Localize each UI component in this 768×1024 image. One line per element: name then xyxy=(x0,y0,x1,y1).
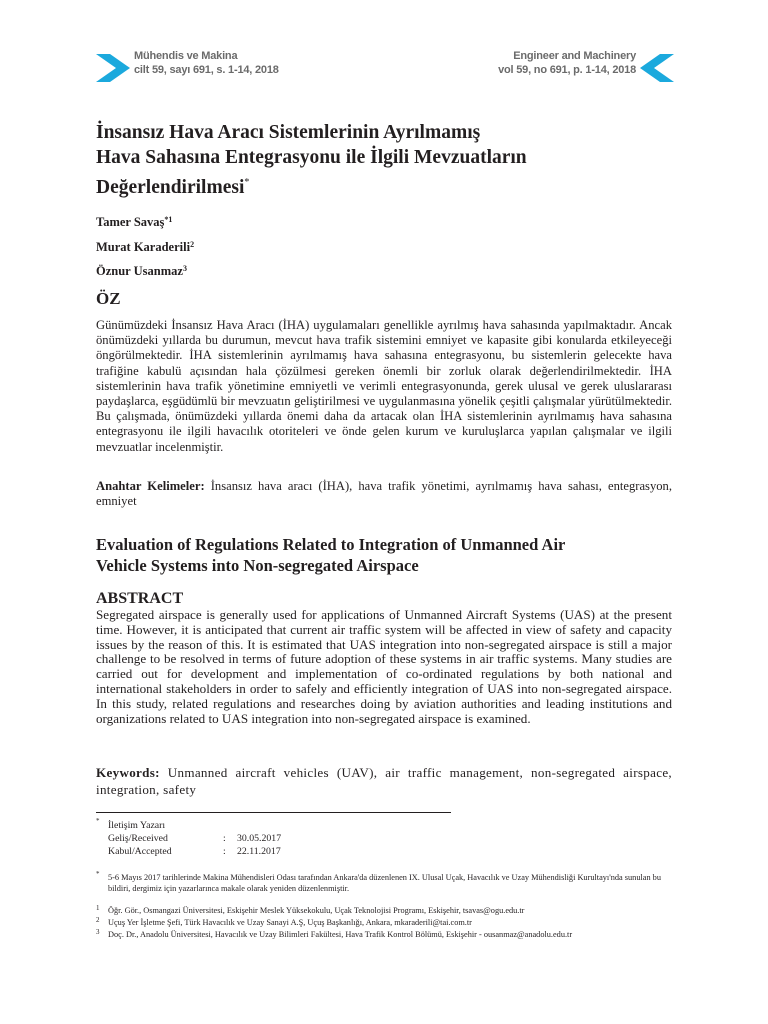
author-list xyxy=(96,209,194,283)
oz-heading: ÖZ xyxy=(96,289,121,308)
title-footnote-mark: * xyxy=(244,177,250,188)
author-mark: 2 xyxy=(190,239,195,249)
keywords-tr-value: İnsansız hava aracı (İHA), hava trafik yönetimi, ayrılmamış hava sahası, entegrasyon, emniyet xyxy=(96,479,672,509)
header-right xyxy=(498,49,674,77)
keywords-en-label: Keywords: xyxy=(96,765,160,780)
correspondence-block xyxy=(108,819,281,858)
title-line-2: Hava Sahasına Entegrasyonu ile İlgili Mevzuatların xyxy=(96,147,527,168)
author xyxy=(96,258,194,283)
author-name: Tamer Savaş xyxy=(96,215,165,229)
author-name: Murat Karaderili xyxy=(96,239,191,254)
conference-note-mark: * xyxy=(96,870,100,878)
footnote-divider xyxy=(96,812,451,813)
article-title-en xyxy=(96,534,676,576)
en-title-line-2: Vehicle Systems into Non-segregated Airspace xyxy=(96,556,419,575)
header-left xyxy=(96,49,279,77)
title-line-3-text: Değerlendirilmesi xyxy=(96,177,245,198)
corresponding-author-label: İletişim Yazarı xyxy=(108,820,166,831)
title-line-1: İnsansız Hava Aracı Sistemlerinin Ayrılmamış xyxy=(96,122,481,143)
affiliation-mark: 2 xyxy=(96,916,100,924)
affiliation-mark: 1 xyxy=(96,904,100,912)
keywords-en xyxy=(96,764,672,798)
affiliation-2: Uçuş Yer İşletme Şefi, Türk Havacılık ve Uzay Sanayi A.Ş, Uçuş Başkanlığı, Ankara, mkaraderili@tai.com.tr xyxy=(108,918,472,927)
author-name: Öznur Usanmaz xyxy=(96,264,183,278)
journal-name-en: Engineer and Machinery xyxy=(513,50,636,62)
article-title-tr xyxy=(96,120,676,200)
abstract-heading: ABSTRACT xyxy=(96,590,184,607)
keywords-tr-label: Anahtar Kelimeler: xyxy=(96,479,205,493)
affiliation-1: Öğr. Gör., Osmangazi Üniversitesi, Eskişehir Meslek Yüksekokulu, Uçak Teknolojisi Programı, Eskişehir, tsavas@ogu.edu.tr xyxy=(108,906,525,915)
journal-citation-tr: cilt 59, sayı 691, s. 1-14, 2018 xyxy=(134,64,279,76)
en-title-line-1: Evaluation of Regulations Related to Integration of Unmanned Air xyxy=(96,535,566,554)
journal-citation-en: vol 59, no 691, p. 1-14, 2018 xyxy=(498,64,636,76)
author-mark: 3 xyxy=(182,264,187,273)
affiliation-3: Doç. Dr., Anadolu Üniversitesi, Havacılık ve Uzay Bilimleri Fakültesi, Hava Trafik Kontrol Bölümü, Eskişehir - ousanmaz@anadolu.edu.tr xyxy=(108,930,573,939)
conference-note: 5-6 Mayıs 2017 tarihlerinde Makina Mühendisleri Odası tarafından Ankara'da düzenlenen IX. Ulusal Uçak, Havacılık ve Uzay Mühendisliği Kurultayı'nda sunulan bu bildiri, dergimiz için yazarlarınca makale olarak yeniden düzenlenmiştir. xyxy=(108,873,661,894)
received-date: 30.05.2017 xyxy=(237,833,282,844)
keywords-tr xyxy=(96,479,672,509)
author-mark: *1 xyxy=(164,215,173,224)
oz-text: Günümüzdeki İnsansız Hava Aracı (İHA) uygulamaları genellikle ayrılmış hava sahasında yapılmaktadır. Ancak önümüzdeki yıllarda bu durumun, mevcut hava trafik sistemini emniyet ve kapasite gibi konularda etkileyeceği öngörülmektedir. İHA sistemlerinin ayrılmamış hava sahasına entegrasyonu, bu sistemlerin gelecekte hava trafiğine kabulü açısından hala çözülmesi gereken önemli bir zorluk olarak değerlendirilmektedir. İHA sistemlerinin hava trafik yönetimine emniyetli ve verimli entegrasyonunda, gerek ulusal ve gerek uluslararası paydaşlarca, eşgüdümlü bir mevzuatın geliştirilmesi ve uygulanmasına yönelik çeşitli çalışmalar yürütülmektedir. Bu çalışmada, önümüzdeki yıllarda önemi daha da artacak olan İHA sistemlerinin ayrılmamış hava sahasına entegrasyonu ile ilgili havacılık otoriteleri ve önde gelen kurum ve kuruluşlarca yapılan çalışmalar ve ilgili mevzuatlar incelenmiştir. xyxy=(96,318,672,454)
accepted-date: 22.11.2017 xyxy=(237,846,281,857)
author xyxy=(96,209,194,234)
accepted-label: Kabul/Accepted xyxy=(108,846,172,857)
keywords-en-value: Unmanned aircraft vehicles (UAV), air traffic management, non-segregated airspace, integration, safety xyxy=(96,765,673,797)
received-label: Geliş/Received xyxy=(108,833,168,844)
abstract-text: Segregated airspace is generally used for applications of Unmanned Aircraft Systems (UAS) at the present time. However, it is anticipated that current air traffic system will be affected in view of safety and capacity issues by the reason of this. It is estimated that UAS integration into non-segregated airspace is still a major challenge to be resolved in terms of future adoption of these systems in air traffic systems. Many studies are carried out for development and implementation of co-ordinated regulations by both national and international stakeholders in order to safely and efficiently integration of UAS into non-segregated airspace. In this study, related regulations and researches doing by aviation authorities and leading institutions and organizations related to UAS integration into non-segregated airspace is examined. xyxy=(96,607,672,726)
accepted-colon: : xyxy=(223,846,226,857)
affiliation-mark: 3 xyxy=(96,928,100,936)
title-line-3 xyxy=(96,170,676,200)
journal-name-tr: Mühendis ve Makina xyxy=(134,50,238,62)
corr-footnote-mark: * xyxy=(96,817,100,825)
author xyxy=(96,234,194,259)
received-colon: : xyxy=(223,833,226,844)
